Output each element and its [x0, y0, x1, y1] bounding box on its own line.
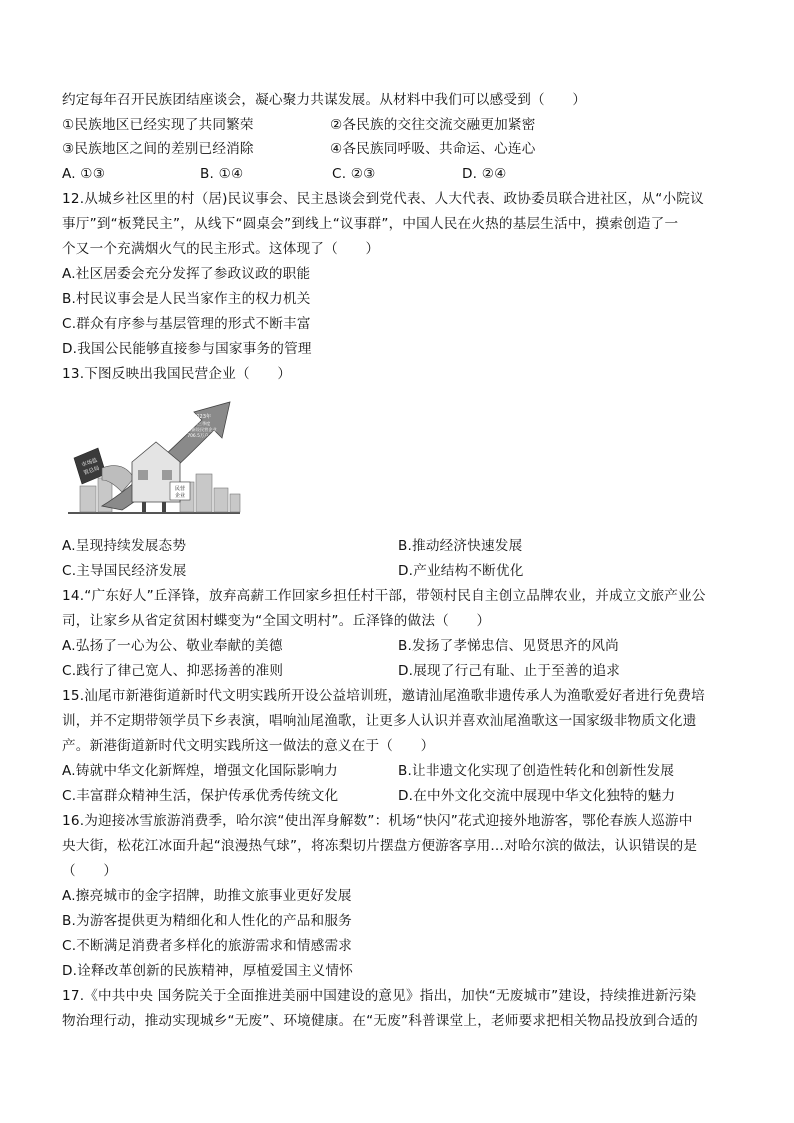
q15-options-row-2: [62, 786, 676, 806]
arrow-text-desc: 全国新设民营企业: [183, 427, 217, 432]
q11-statement-row-2: [62, 139, 536, 159]
q16-option-a[interactable]: A.擦亮城市的金字招牌，助推文旅事业更好发展: [62, 888, 352, 904]
q15-option-b[interactable]: B.让非遗文化实现了创造性转化和创新性发展: [398, 763, 675, 779]
q12-option-c[interactable]: C.群众有序参与基层管理的形式不断丰富: [62, 316, 311, 332]
q14-stem-line-2: 司，让家乡从省定贫困村蝶变为“全国文明村”。丘泽锋的做法（ ）: [62, 613, 491, 629]
q13-option-c[interactable]: C.主导国民经济发展: [62, 563, 187, 579]
q13-option-b[interactable]: B.推动经济快速发展: [398, 538, 523, 554]
q15-option-d[interactable]: D.在中外文化交流中展现中华文化独特的魅力: [398, 788, 676, 804]
q13-cartoon-figure: [62, 398, 244, 520]
q16-stem-line-2: 央大街，松花江冰面升起“浪漫热气球”，将冻梨切片摆盘方便游客享用…对哈尔滨的做法，认识错误的是: [62, 838, 698, 854]
character-leg-left: [142, 502, 146, 512]
q16-option-d[interactable]: D.诠释改革创新的民族精神，厚植爱国主义情怀: [62, 963, 354, 979]
q11-choice-c[interactable]: C. ②③: [332, 166, 376, 182]
q12-option-d[interactable]: D.我国公民能够直接参与国家事务的管理: [62, 341, 312, 357]
q16-stem-line-1: 16.为迎接冰雪旅游消费季，哈尔滨“使出浑身解数”：机场“快闪”花式迎接外地游客，鄂伦春族人巡游中: [62, 813, 693, 829]
character-leg-right: [162, 502, 166, 512]
q13-option-d[interactable]: D.产业结构不断优化: [398, 563, 524, 579]
q11-statement-row-1: [62, 115, 536, 135]
q12-stem-line-3: 个又一个充满烟火气的民主形式。这体现了（ ）: [62, 241, 380, 257]
q15-option-a[interactable]: A.铸就中华文化新辉煌，增强文化国际影响力: [62, 763, 338, 779]
q14-stem-line-1: 14.“广东好人”丘泽锋，放弃高薪工作回家乡担任村干部，带领村民自主创立品牌农业，并成立文旅产业公: [62, 588, 706, 604]
q15-options-row-1: [62, 761, 675, 781]
q14-option-d[interactable]: D.展现了行己有耻、止于至善的追求: [398, 663, 621, 679]
q14-option-a[interactable]: A.弘扬了一心为公、敬业奉献的美德: [62, 638, 283, 654]
q15-stem-line-1: 15.汕尾市新港街道新时代文明实践所开设公益培训班，邀请汕尾渔歌非遗传承人为渔歌爱好者进行免费培: [62, 688, 705, 704]
q15-option-c[interactable]: C.丰富群众精神生活，保护传承优秀传统文化: [62, 788, 339, 804]
house-text-1: 民营: [174, 486, 186, 492]
q13-options-row-2: [62, 561, 524, 581]
q14-option-b[interactable]: B.发扬了孝悌忠信、见贤思齐的风尚: [398, 638, 619, 654]
sign-text-1: 市场监: [81, 457, 99, 469]
q11-choices: [62, 164, 507, 184]
q13-options-row-1: [62, 536, 523, 556]
q12-stem-line-1: 12.从城乡社区里的村（居)民议事会、民主恳谈会到党代表、人大代表、政协委员联合进社区，从“小院议: [62, 191, 704, 207]
q13-option-a[interactable]: A.呈现持续发展态势: [62, 538, 187, 554]
q14-option-c[interactable]: C.践行了律己宽人、抑恶扬善的准则: [62, 663, 284, 679]
q16-option-c[interactable]: C.不断满足消费者多样化的旅游需求和情感需求: [62, 938, 353, 954]
q11-statement-4: ④各民族同呼吸、共命运、心连心: [330, 141, 536, 157]
cartoon-illustration: [62, 398, 244, 520]
q11-stem-tail: 约定每年召开民族团结座谈会，凝心聚力共谋发展。从材料中我们可以感受到（ ）: [62, 92, 587, 108]
arrow-text-year: 2023年: [192, 414, 212, 420]
q15-stem-line-3: 产。新港街道新时代文明实践所这一做法的意义在于（ ）: [62, 738, 435, 754]
q17-stem-line-1: 17.《中共中央 国务院关于全面推进美丽中国建设的意见》指出，加快“无废城市”建设，持续推进新污染: [62, 988, 697, 1004]
q11-statement-1: ①民族地区已经实现了共同繁荣: [62, 117, 254, 133]
house-window-left: [138, 470, 148, 480]
q17-stem-line-2: 物治理行动，推动实现城乡“无废”、环境健康。在“无废”科普课堂上，老师要求把相关物品投放到合适的: [62, 1013, 698, 1029]
house-text-2: 企业: [174, 493, 186, 499]
q11-choice-d[interactable]: D. ②④: [462, 166, 507, 182]
house-window-right: [162, 470, 172, 480]
sign-text-2: 管总局: [83, 465, 101, 477]
arrow-text-period: 前三季度: [193, 421, 211, 426]
q11-statement-3: ③民族地区之间的差别已经消除: [62, 141, 254, 157]
q16-stem-line-3: （ ）: [62, 863, 118, 879]
q15-stem-line-2: 训，并不定期带领学员下乡表演，唱响汕尾渔歌，让更多人认识并喜欢汕尾渔歌这一国家级非物质文化遗: [62, 713, 697, 729]
q11-choice-b[interactable]: B. ①④: [200, 166, 244, 182]
arrow-text-count: 706.5万户: [187, 434, 209, 439]
q13-stem: 13.下图反映出我国民营企业（ ）: [62, 366, 292, 382]
q14-options-row-1: [62, 636, 619, 656]
q11-choice-a[interactable]: A. ①③: [62, 166, 106, 182]
q12-option-b[interactable]: B.村民议事会是人民当家作主的权力机关: [62, 291, 311, 307]
q16-option-b[interactable]: B.为游客提供更为精细化和人性化的产品和服务: [62, 913, 352, 929]
q12-stem-line-2: 事厅”到“板凳民主”，从线下“圆桌会”到线上“议事群”，中国人民在火热的基层生活中，摸索创造了一: [62, 216, 679, 232]
q12-option-a[interactable]: A.社区居委会充分发挥了参政议政的职能: [62, 266, 311, 282]
q14-options-row-2: [62, 661, 621, 681]
q11-statement-2: ②各民族的交往交流交融更加紧密: [330, 117, 536, 133]
